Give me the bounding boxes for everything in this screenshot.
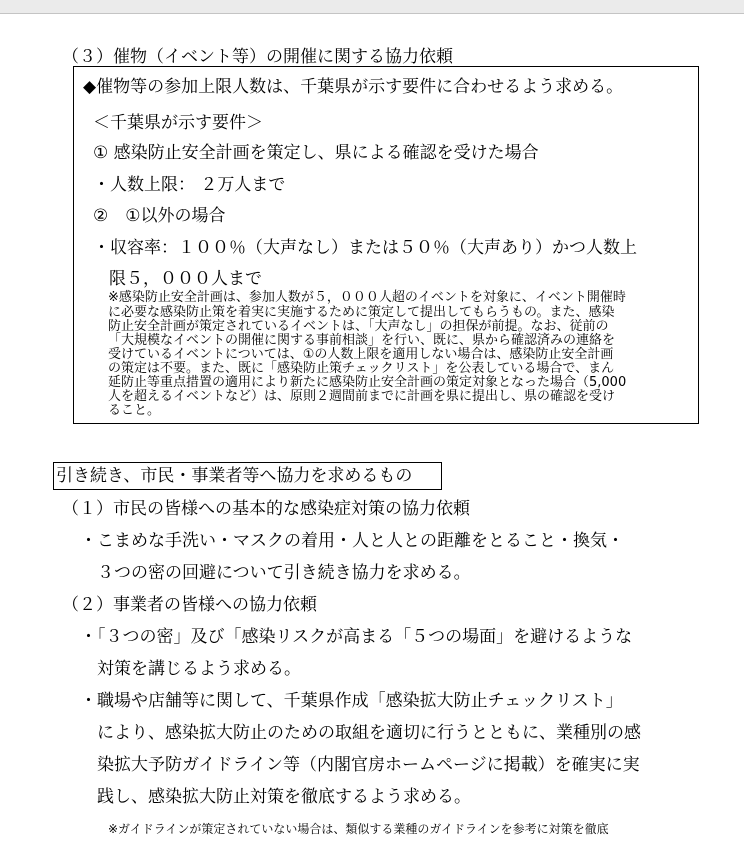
citizens-request-line-1: ・こまめな手洗い・マスクの着用・人と人との距離をとること・換気・	[80, 531, 624, 551]
requirements-heading: ＜千葉県が示す要件＞	[93, 113, 263, 133]
business-item-2-line: ・職場や店舗等に関して、千葉県作成「感染拡大防止チェックリスト」	[80, 691, 623, 711]
citizens-request-heading: （１）市民の皆様への基本的な感染症対策の協力依頼	[62, 499, 470, 519]
safety-plan-note-line: の策定は不要。また、既に「感染防止策チェックリスト」を公表している場合で、まん	[108, 361, 615, 376]
section-3-heading: （３）催物（イベント等）の開催に関する協力依頼	[62, 47, 453, 67]
case-1-text: ① 感染防止安全計画を策定し、県による確認を受けた場合	[93, 143, 539, 163]
safety-plan-note-line: 「大規模なイベントの開催に関する事前相談」を行い、既に、県から確認済みの連絡を	[108, 333, 616, 348]
continued-requests-heading: 引き続き、市民・事業者等へ協力を求めるもの	[56, 466, 413, 486]
citizens-request-line-2: ３つの密の回避について引き続き協力を求める。	[97, 563, 471, 583]
business-item-1-line-2: 対策を講じるよう求める。	[97, 659, 301, 679]
business-item-2-line: により、感染拡大防止のための取組を適切に行うとともに、業種別の感	[97, 723, 641, 743]
page-top-edge	[0, 0, 744, 14]
case-1-limit: ・人数上限： ２万人まで	[93, 175, 286, 195]
safety-plan-note-line: に必要な感染防止策を着実に実施するために策定して提出してもらうもの。また、感染	[108, 305, 615, 320]
business-item-2-line: 染拡大予防ガイドライン等（内閣官房ホームページに掲載）を確実に実	[97, 755, 640, 775]
case-2-limit-line-2: 限５，０００人まで	[109, 269, 262, 289]
safety-plan-note-line: ※感染防止安全計画は、参加人数が５，０００人超のイベントを対象に、イベント開催時	[108, 290, 626, 305]
safety-plan-note-line: 延防止等重点措置の適用により新たに感染防止安全計画の策定対象となった場合（5,000	[108, 375, 627, 390]
safety-plan-note-line: 人を超えるイベントなど）は、原則２週間前までに計画を県に提出し、県の確認を受け	[108, 389, 616, 404]
business-request-heading: （２）事業者の皆様への協力依頼	[62, 595, 317, 615]
safety-plan-note-line: ること。	[108, 403, 161, 418]
guideline-footnote: ※ガイドラインが策定されていない場合は、類似する業種のガイドラインを参考に対策を徹底	[108, 822, 609, 836]
safety-plan-note-line: 受けているイベントについては、①の人数上限を適用しない場合は、感染防止安全計画	[108, 347, 614, 362]
case-2-limit-line-1: ・収容率：１００％（大声なし）または５０％（大声あり）かつ人数上	[93, 238, 637, 258]
participant-limit-lead: ◆催物等の参加上限人数は、千葉県が示す要件に合わせるよう求める。	[83, 77, 624, 97]
case-2-text: ② ①以外の場合	[93, 206, 226, 226]
business-item-1-line-1: ・「３つの密」及び「感染リスクが高まる「５つの場面」を避けるような	[80, 627, 633, 647]
business-item-2-line: 践し、感染拡大防止対策を徹底するよう求める。	[97, 787, 471, 807]
safety-plan-note-line: 防止安全計画が策定されているイベントは、「大声なし」の担保が前提。なお、従前の	[108, 319, 609, 334]
